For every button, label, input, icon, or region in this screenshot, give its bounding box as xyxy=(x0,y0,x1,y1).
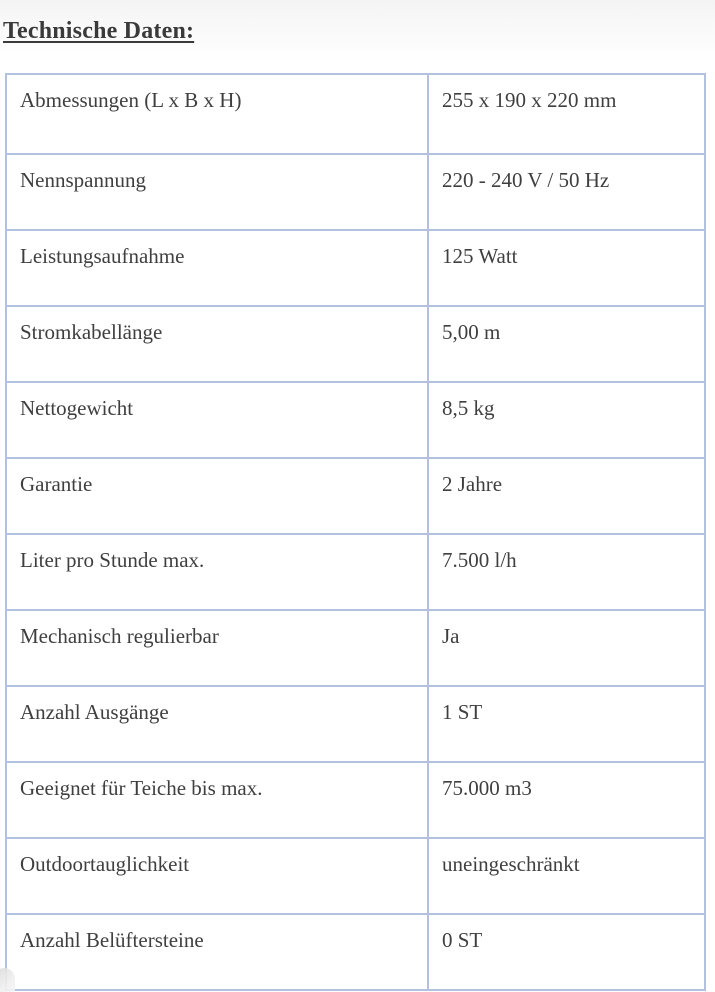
table-row xyxy=(6,230,705,306)
spec-value-cell: 255 x 190 x 220 mm xyxy=(428,74,705,154)
table-row xyxy=(6,686,705,762)
spec-label-cell: Outdoortauglichkeit xyxy=(6,838,428,914)
page-title: Technische Daten: xyxy=(3,18,195,44)
table-row xyxy=(6,458,705,534)
spec-label-cell: Garantie xyxy=(6,458,428,534)
table-row xyxy=(6,306,705,382)
spec-label-cell: Anzahl Ausgänge xyxy=(6,686,428,762)
spec-label-cell: Leistungsaufnahme xyxy=(6,230,428,306)
spec-value-cell: 1 ST xyxy=(428,686,705,762)
spec-label-cell: Geeignet für Teiche bis max. xyxy=(6,762,428,838)
table-row xyxy=(6,838,705,914)
technical-data-table-body xyxy=(6,74,705,990)
spec-label-cell: Abmessungen (L x B x H) xyxy=(6,74,428,154)
spec-value-cell: 125 Watt xyxy=(428,230,705,306)
spec-label-cell: Mechanisch regulierbar xyxy=(6,610,428,686)
table-row xyxy=(6,534,705,610)
table-row xyxy=(6,610,705,686)
spec-value-cell: 75.000 m3 xyxy=(428,762,705,838)
technical-data-table xyxy=(5,73,706,991)
spec-value-cell: Ja xyxy=(428,610,705,686)
bottom-left-corner-overlay xyxy=(0,968,15,992)
spec-value-cell: 5,00 m xyxy=(428,306,705,382)
spec-label-cell: Liter pro Stunde max. xyxy=(6,534,428,610)
table-row xyxy=(6,382,705,458)
spec-value-cell: 0 ST xyxy=(428,914,705,990)
spec-label-cell: Stromkabellänge xyxy=(6,306,428,382)
spec-value-cell: 7.500 l/h xyxy=(428,534,705,610)
table-row xyxy=(6,74,705,154)
spec-value-cell: uneingeschränkt xyxy=(428,838,705,914)
spec-label-cell: Nettogewicht xyxy=(6,382,428,458)
spec-value-cell: 2 Jahre xyxy=(428,458,705,534)
table-row xyxy=(6,914,705,990)
table-row xyxy=(6,762,705,838)
spec-value-cell: 220 - 240 V / 50 Hz xyxy=(428,154,705,230)
table-row xyxy=(6,154,705,230)
spec-label-cell: Anzahl Belüftersteine xyxy=(6,914,428,990)
spec-label-cell: Nennspannung xyxy=(6,154,428,230)
spec-value-cell: 8,5 kg xyxy=(428,382,705,458)
